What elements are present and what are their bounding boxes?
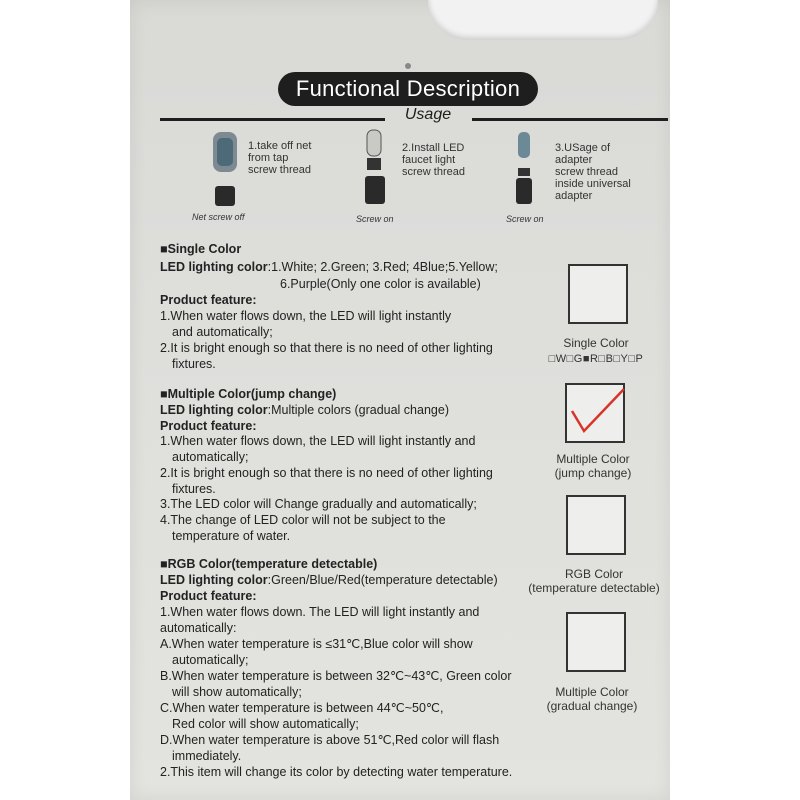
single-feature-2b: fixtures. [172,357,216,371]
single-feature-1b: and automatically; [172,325,273,339]
multiple-feature-heading: Product feature: [160,419,257,433]
rgb-feature-b: B.When water temperature is between 32℃~43℃, Green color [160,669,512,683]
gradual-color-checkbox[interactable] [566,612,626,672]
usage-divider-left [160,118,385,121]
single-color-options: □W□G■R□B□Y□P [548,353,644,365]
single-feature-2: 2.It is bright enough so that there is no need of other lighting [160,341,493,355]
gradual-box-label-2: (gradual change) [546,699,638,713]
multiple-feature-1: 1.When water flows down, the LED will light instantly and [160,434,476,448]
single-lighting-line: LED lighting color:1.White; 2.Green; 3.Red; 4Blue;5.Yellow; [160,260,498,274]
single-lighting-line-2: 6.Purple(Only one color is available) [280,277,481,291]
rgb-feature-1b: automatically: [160,621,237,635]
multiple-feature-4b: temperature of water. [172,529,291,543]
check-mark-icon [568,385,628,446]
single-color-heading: ■Single Color [160,242,242,256]
step-1-text: 1.take off net from tap screw thread [248,140,312,176]
multiple-feature-3: 3.The LED color will Change gradually and automatically; [160,497,477,511]
step-3-caption: Screw on [506,214,544,224]
multiple-jump-label-2: (jump change) [554,466,632,480]
rgb-feature-ab: automatically; [172,653,249,667]
multiple-jump-label-1: Multiple Color [556,452,630,466]
usage-label: Usage [404,106,452,123]
single-feature-heading: Product feature: [160,293,257,307]
step-1-caption: Net screw off [192,212,245,222]
multiple-feature-1b: automatically; [172,450,249,464]
page-title: Functional Description [278,72,538,106]
multiple-color-heading: ■Multiple Color(jump change) [160,387,337,401]
led-faucet-illustration [360,128,390,213]
hang-hole [428,0,658,40]
rgb-feature-2: 2.This item will change its color by detecting water temperature. [160,765,513,779]
single-color-checkbox[interactable] [568,264,628,324]
rgb-lighting-line: LED lighting color:Green/Blue/Red(temperature detectable) [160,573,498,587]
multiple-lighting-line: LED lighting color:Multiple colors (gradual change) [160,403,449,417]
rgb-feature-c: C.When water temperature is between 44℃~50℃, [160,701,444,715]
rgb-feature-bb: will show automatically; [172,685,302,699]
multiple-feature-2b: fixtures. [172,482,216,496]
rgb-box-label-2: (temperature detectable) [528,581,660,595]
pin-mark [405,63,411,69]
multiple-feature-4: 4.The change of LED color will not be subject to the [160,513,446,527]
single-color-box-label: Single Color [563,336,629,350]
usage-divider-right [472,118,668,121]
net-screw-illustration [205,128,245,213]
adapter-illustration [510,130,540,215]
multiple-feature-2: 2.It is bright enough so that there is no need of other lighting [160,466,493,480]
rgb-feature-db: immediately. [172,749,242,763]
rgb-feature-heading: Product feature: [160,589,257,603]
step-2-caption: Screw on [356,214,394,224]
step-2-text: 2.Install LED faucet light screw thread [402,142,465,178]
rgb-feature-d: D.When water temperature is above 51℃,Red color will flash [160,733,500,747]
rgb-color-heading: ■RGB Color(temperature detectable) [160,557,378,571]
single-feature-1: 1.When water flows down, the LED will light instantly [160,309,452,323]
rgb-color-checkbox[interactable] [566,495,626,555]
rgb-feature-a: A.When water temperature is ≤31℃,Blue color will show [160,637,473,651]
gradual-box-label-1: Multiple Color [555,685,629,699]
rgb-box-label-1: RGB Color [564,567,623,581]
rgb-feature-cb: Red color will show automatically; [172,717,359,731]
rgb-feature-1: 1.When water flows down. The LED will light instantly and [160,605,480,619]
step-3-text: 3.USage of adapter screw thread inside universal adapter [555,142,631,202]
